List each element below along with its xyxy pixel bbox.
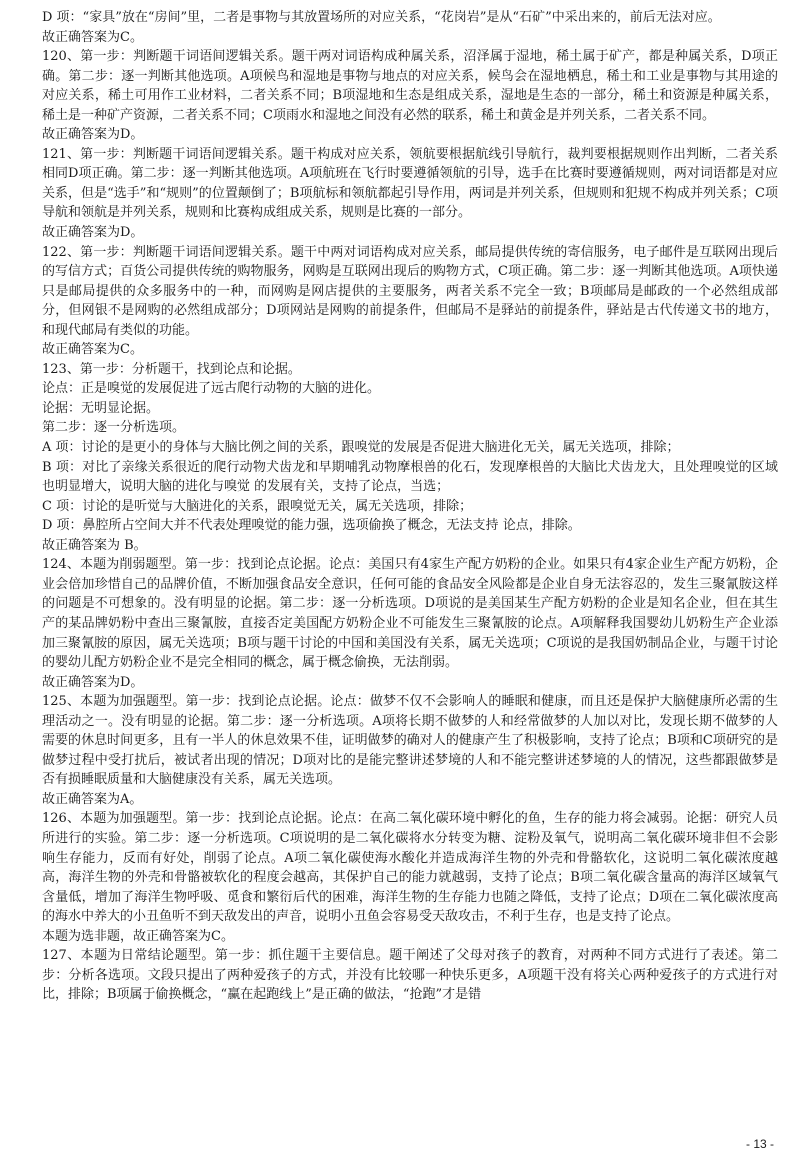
answer-line: 故正确答案为C。 bbox=[42, 342, 143, 358]
paragraph-q127: 127、本题为日常结论题型。第一步：抓住题干主要信息。题干阐述了父母对孩子的教育，对两种不同方式进行了表述。第二步：分析各选项。文段只提出了两种爱孩子的方式，并没有比较哪一种快乐更多，A项题干没有将关心两种爱孩子的方式进行对比，排除；B项属于偷换概念，“赢在起跑线上”是正确的做法，“抢跑”才是错 bbox=[42, 948, 778, 1003]
answer-line: 故正确答案为D。 bbox=[42, 225, 144, 241]
page-number: - 13 - bbox=[745, 1137, 774, 1151]
paragraph-q126: 126、本题为加强题型。第一步：找到论点论据。论点：在高二氧化碳环境中孵化的鱼，生存的能力将会减弱。论据：研究人员所进行的实验。第二步：逐一分析选项。C项说明的是二氧化碳将水分转变为糖、淀粉及氧气，说明高二氧化碳环境非但不会影响生存能力，反而有好处，削弱了论点。A项二氧化碳使海水酸化并造成海洋生物的外壳和骨骼软化，这说明二氧化碳浓度越高，海洋生物的外壳和骨骼被软化的程度会越高，其保护自己的能力就越弱，支持了论点；B项二氧化碳含量高的海洋区域氧气含量低，增加了海洋生物呼吸、觅食和繁衍后代的困难，海洋生物的生存能力也随之降低，支持了论点；D项在二氧化碳浓度高的海水中养大的小丑鱼听不到天敌发出的声音，说明小丑鱼会容易受天敌攻击，不利于生存，也是支持了论点。 bbox=[42, 811, 778, 925]
paragraph: D 项：“家具”放在“房间”里，二者是事物与其放置场所的对应关系，“花岗岩”是从“石矿”中采出来的，前后无法对应。 bbox=[42, 10, 721, 25]
answer-line: 故正确答案为D。 bbox=[42, 127, 144, 143]
paragraph-q124: 124、本题为削弱题型。第一步：找到论点论据。论点：美国只有4家生产配方奶粉的企业。如果只有4家企业生产配方奶粉，企业会倍加珍惜自己的品牌价值，不断加强食品安全意识，任何可能的食品安全风险都是企业自身无法容忍的，发生三聚氰胺这样的问题是不可想象的。没有明显的论据。第二步：逐一分析选项。D项说的是美国某生产配方奶粉的企业是知名企业，但在其生产的某品牌奶粉中查出三聚氰胺，直接否定美国配方奶粉企业不可能发生三聚氰胺的论点。A项解释我国婴幼儿奶粉生产企业添加三聚氰胺的原因，属无关选项；B项与题干讨论的中国和美国没有关系，属无关选项；C项说的是我国奶制品企业，与题干讨论的婴幼儿配方奶粉企业不是完全相同的概念，属于概念偷换，无法削弱。 bbox=[42, 557, 778, 671]
answer-line: 本题为选非题，故正确答案为C。 bbox=[42, 928, 234, 944]
paragraph-q123: 123、第一步：分析题干，找到论点和论据。 bbox=[42, 361, 301, 377]
option-d: D 项：鼻腔所占空间大并不代表处理嗅觉的能力强，选项偷换了概念，无法支持 论点，排除。 bbox=[42, 518, 581, 534]
paragraph: 论点：正是嗅觉的发展促进了远古爬行动物的大脑的进化。 bbox=[42, 381, 381, 397]
answer-line: 故正确答案为 B。 bbox=[42, 537, 147, 553]
option-c: C 项：讨论的是听觉与大脑进化的关系，跟嗅觉无关，属无关选项，排除； bbox=[42, 498, 473, 514]
answer-line: 故正确答案为C。 bbox=[42, 29, 143, 45]
paragraph-q121: 121、第一步：判断题干词语间逻辑关系。题干构成对应关系，领航要根据航线引导航行，裁判要根据规则作出判断，二者关系相同D项正确。第二步：逐一判断其他选项。A项航班在飞行时要遵循领航的引导，选手在比赛时要遵循规则，两对词语都是对应关系，但是“选手”和“规则”的位置颠倒了；B项航标和领航都起引导作用，两词是并列关系，但规则和犯规不构成并列关系；C项导航和领航是并列关系，规则和比赛构成组成关系，规则是比赛的一部分。 bbox=[42, 146, 778, 221]
paragraph-q125: 125、本题为加强题型。第一步：找到论点论据。论点：做梦不仅不会影响人的睡眠和健康，而且还是保护大脑健康所必需的生理活动之一。没有明显的论据。第二步：逐一分析选项。A项将长期不做梦的人和经常做梦的人加以对比，发现长期不做梦的人需要的休息时间更多，且有一半人的休息效果不佳，证明做梦的确对人的健康产生了积极影响，支持了论点；B项和C项研究的是做梦过程中受打扰后，被试者出现的情况；D项对比的是能完整讲述梦境的人和不能完整讲述梦境的人的情况，这些都跟做梦是否有损睡眠质量和大脑健康没有关系，属无关选项。 bbox=[42, 694, 778, 788]
paragraph: 论据：无明显论据。 bbox=[42, 400, 160, 416]
answer-line: 故正确答案为A。 bbox=[42, 791, 143, 807]
paragraph: 第二步：逐一分析选项。 bbox=[42, 420, 186, 436]
paragraph-q122: 122、第一步：判断题干词语间逻辑关系。题干中两对词语构成对应关系，邮局提供传统的寄信服务，电子邮件是互联网出现后的写信方式；百货公司提供传统的购物服务，网购是互联网出现后的购物方式，C项正确。第二步：逐一判断其他选项。A项快递只是邮局提供的众多服务中的一种，而网购是网店提供的主要服务，两者关系不完全一致；B项邮局是邮政的一个必然组成部分，但网银不是网购的必然组成部分；D项网站是网购的前提条件，但邮局不是驿站的前提条件，驿站是古代传递文书的地方，和现代邮局有类似的功能。 bbox=[42, 244, 778, 338]
option-a: A 项：讨论的是更小的身体与大脑比例之间的关系，跟嗅觉的发展是否促进大脑进化无关，属无关选项，排除； bbox=[42, 440, 680, 456]
paragraph-q120: 120、第一步：判断题干词语间逻辑关系。题干两对词语构成种属关系，沼泽属于湿地，稀土属于矿产，都是种属关系，D项正确。第二步：逐一判断其他选项。A项候鸟和湿地是事物与地点的对应关系，候鸟会在湿地栖息，稀土和工业是事物与其用途的对应关系，稀土可用作工业材料，二者关系不同；B项湿地和生态是组成关系，湿地是生态的一部分，稀土和资源是种属关系，稀土是一种矿产资源，二者关系不同；C项雨水和湿地之间没有必然的联系，稀土和黄金是并列关系，二者关系不同。 bbox=[42, 49, 778, 123]
answer-line: 故正确答案为D。 bbox=[42, 674, 144, 690]
option-b: B 项：对比了亲缘关系很近的爬行动物犬齿龙和早期哺乳动物摩根兽的化石，发现摩根兽的大脑比犬齿龙大，且处理嗅觉的区域也明显增大，说明大脑的进化与嗅觉 的发展有关，支持了论点，当选； bbox=[42, 459, 778, 495]
